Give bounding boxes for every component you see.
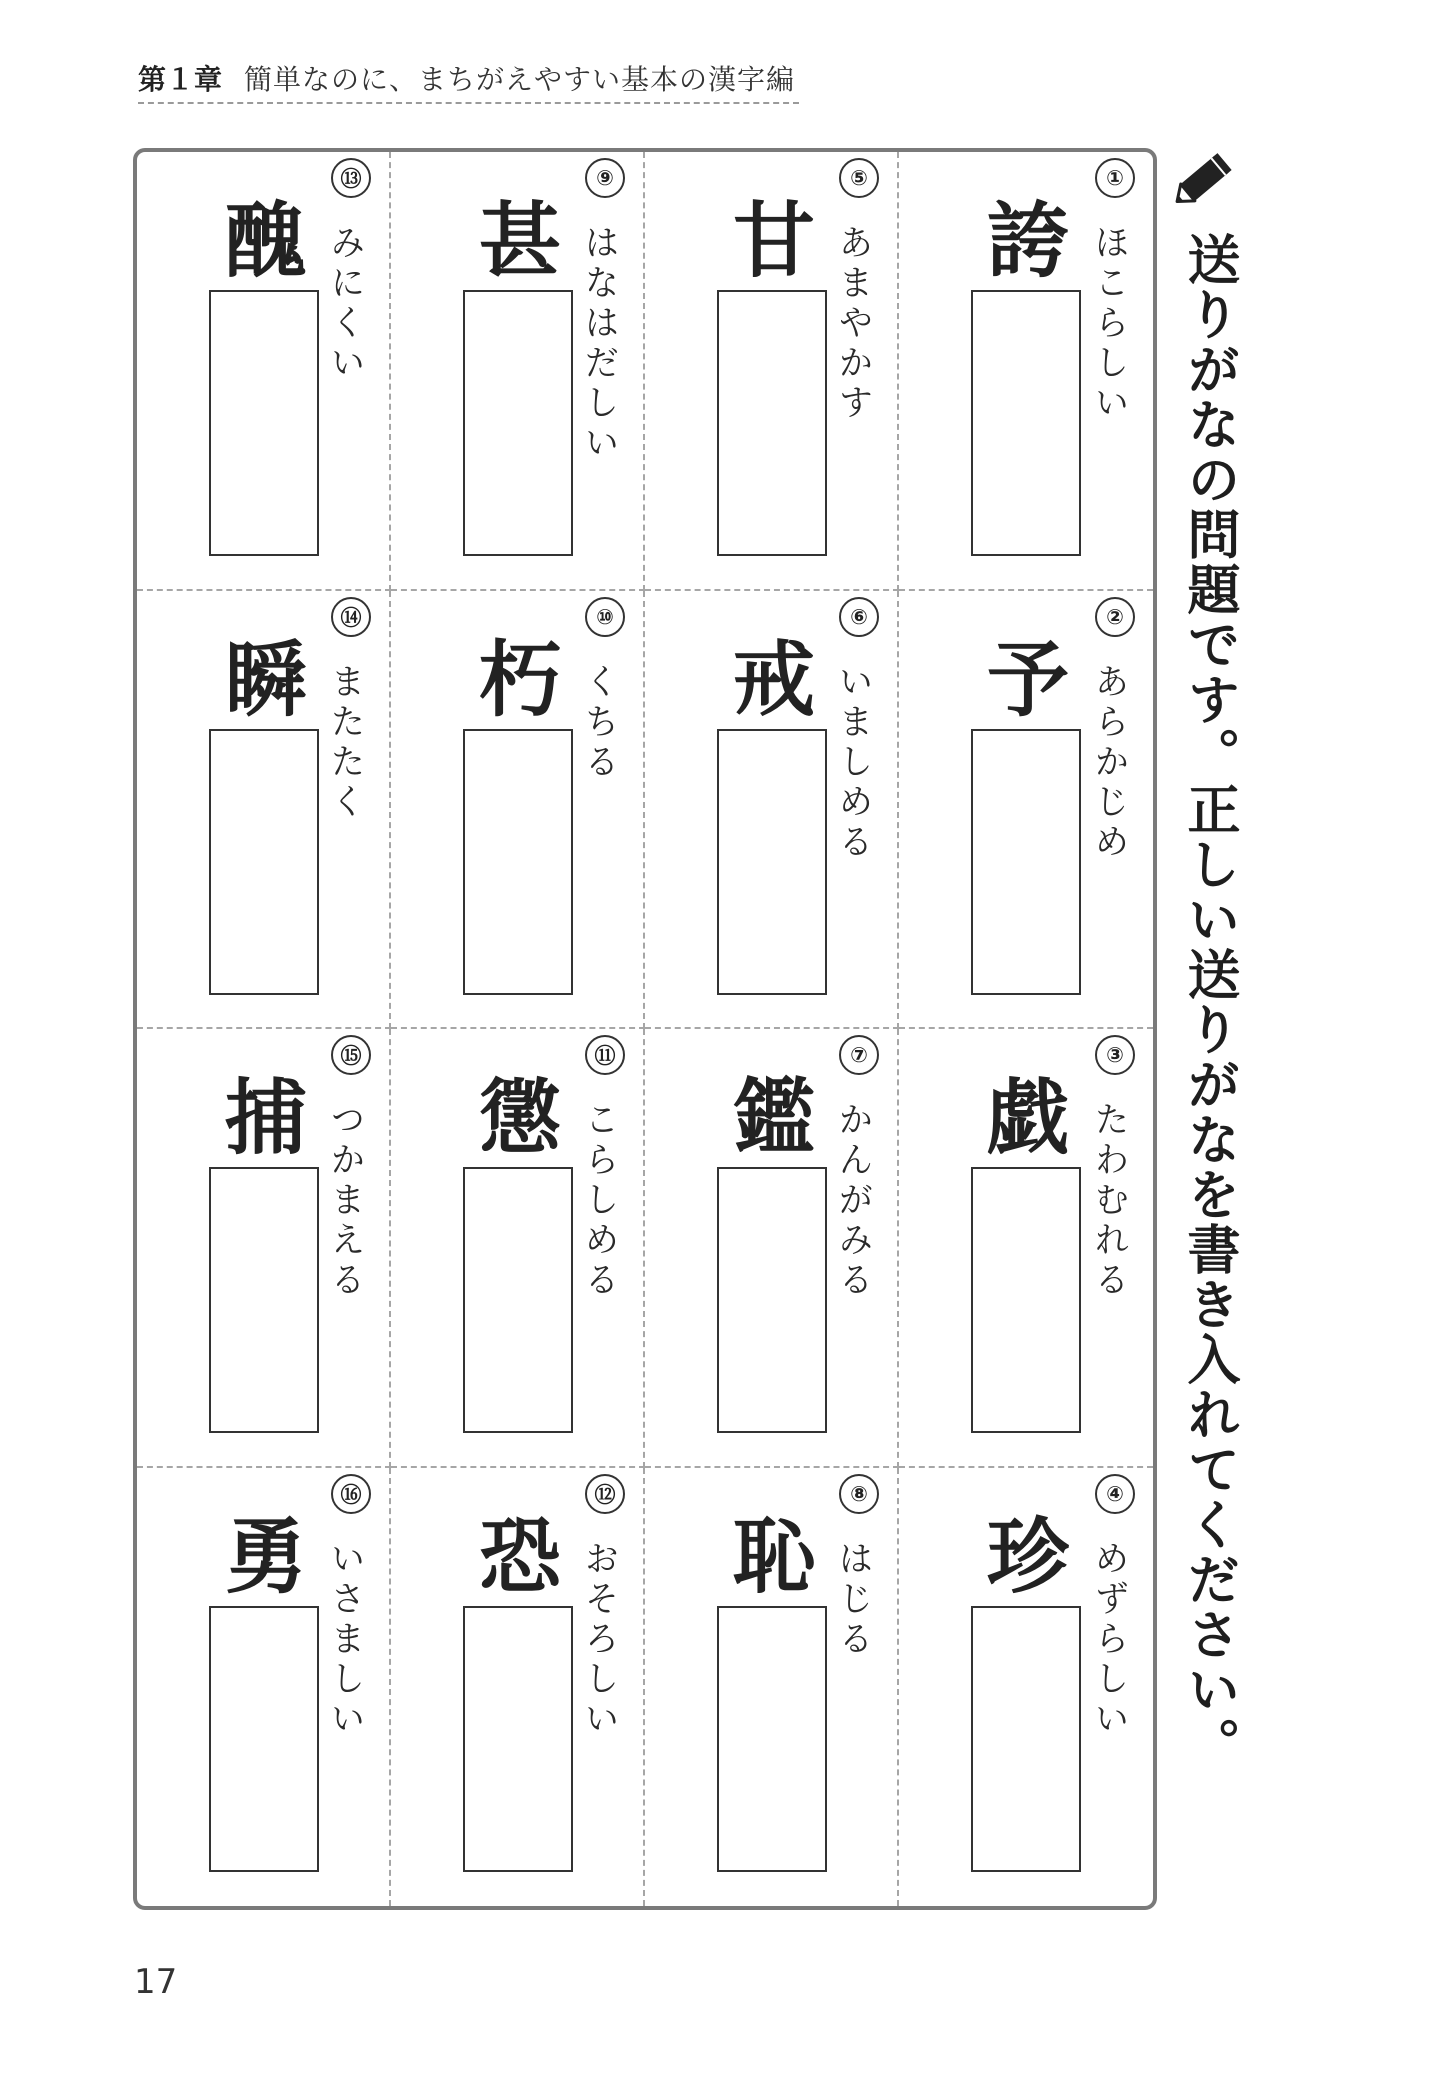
exercise-cell-6 bbox=[645, 591, 899, 1030]
reading-text: あらかじめ bbox=[1089, 662, 1129, 863]
kanji-character: 瞬 bbox=[224, 632, 307, 728]
answer-box[interactable] bbox=[971, 1606, 1081, 1872]
answer-box[interactable] bbox=[971, 1167, 1081, 1433]
reading-text: あまやかす bbox=[833, 224, 873, 424]
exercise-cell-12 bbox=[391, 1468, 645, 1907]
reading-text: はなはだしい bbox=[579, 224, 619, 464]
exercise-cell-16 bbox=[137, 1468, 391, 1907]
exercise-grid bbox=[133, 148, 1157, 1910]
instruction-text: 送りがなの問題です。正しい送りがなを書き入れてください。 bbox=[1179, 232, 1240, 1772]
answer-box[interactable] bbox=[463, 729, 573, 995]
reading-text: おそろしい bbox=[579, 1539, 619, 1740]
exercise-cell-13 bbox=[137, 152, 391, 591]
page-header bbox=[138, 56, 799, 104]
page-number: 17 bbox=[134, 1962, 178, 2002]
answer-box[interactable] bbox=[463, 290, 573, 556]
exercise-cell-4 bbox=[899, 1468, 1153, 1907]
answer-box[interactable] bbox=[717, 1606, 827, 1872]
item-number: ⑮ bbox=[331, 1035, 371, 1075]
item-number: ⑨ bbox=[585, 158, 625, 198]
item-number: ① bbox=[1095, 158, 1135, 198]
answer-box[interactable] bbox=[463, 1606, 573, 1872]
reading-text: たわむれる bbox=[1089, 1101, 1129, 1301]
kanji-character: 朽 bbox=[478, 632, 561, 728]
exercise-cell-2 bbox=[899, 591, 1153, 1030]
kanji-character: 戯 bbox=[986, 1071, 1069, 1166]
exercise-cell-7 bbox=[645, 1029, 899, 1468]
reading-text: はじる bbox=[833, 1539, 873, 1660]
kanji-character: 醜 bbox=[224, 194, 307, 289]
exercise-cell-5 bbox=[645, 152, 899, 591]
item-number: ③ bbox=[1095, 1035, 1135, 1075]
kanji-character: 勇 bbox=[224, 1509, 307, 1605]
answer-box[interactable] bbox=[209, 1167, 319, 1433]
kanji-character: 戒 bbox=[732, 632, 815, 728]
item-number: ② bbox=[1095, 597, 1135, 637]
kanji-character: 誇 bbox=[986, 194, 1069, 289]
reading-text: こらしめる bbox=[579, 1101, 619, 1301]
answer-box[interactable] bbox=[717, 1167, 827, 1433]
item-number: ⑪ bbox=[585, 1035, 625, 1075]
kanji-character: 甚 bbox=[478, 194, 561, 289]
reading-text: いましめる bbox=[833, 662, 873, 863]
answer-box[interactable] bbox=[717, 290, 827, 556]
answer-box[interactable] bbox=[209, 1606, 319, 1872]
answer-box[interactable] bbox=[209, 729, 319, 995]
kanji-character: 珍 bbox=[986, 1509, 1069, 1605]
reading-text: みにくい bbox=[325, 224, 365, 384]
kanji-character: 甘 bbox=[732, 194, 815, 289]
reading-text: くちる bbox=[579, 662, 619, 783]
chapter-title: 簡単なのに、まちがえやすい基本の漢字編 bbox=[244, 63, 796, 96]
kanji-character: 恥 bbox=[732, 1509, 815, 1605]
reading-text: またたく bbox=[325, 662, 365, 823]
reading-text: かんがみる bbox=[833, 1101, 873, 1301]
exercise-cell-3 bbox=[899, 1029, 1153, 1468]
kanji-character: 鑑 bbox=[732, 1071, 815, 1166]
item-number: ④ bbox=[1095, 1474, 1135, 1514]
answer-box[interactable] bbox=[971, 290, 1081, 556]
exercise-cell-11 bbox=[391, 1029, 645, 1468]
exercise-cell-10 bbox=[391, 591, 645, 1030]
item-number: ⑦ bbox=[839, 1035, 879, 1075]
answer-box[interactable] bbox=[463, 1167, 573, 1433]
chapter-label: 第１章 bbox=[138, 63, 223, 96]
kanji-character: 捕 bbox=[224, 1071, 307, 1166]
item-number: ⑤ bbox=[839, 158, 879, 198]
item-number: ⑫ bbox=[585, 1474, 625, 1514]
kanji-character: 恐 bbox=[478, 1509, 561, 1605]
item-number: ⑯ bbox=[331, 1474, 371, 1514]
exercise-cell-14 bbox=[137, 591, 391, 1030]
exercise-cell-15 bbox=[137, 1029, 391, 1468]
answer-box[interactable] bbox=[717, 729, 827, 995]
pencil-icon bbox=[1168, 148, 1238, 214]
reading-text: ほこらしい bbox=[1089, 224, 1129, 424]
exercise-cell-1 bbox=[899, 152, 1153, 591]
exercise-cell-9 bbox=[391, 152, 645, 591]
item-number: ⑭ bbox=[331, 597, 371, 637]
answer-box[interactable] bbox=[209, 290, 319, 556]
answer-box[interactable] bbox=[971, 729, 1081, 995]
instruction-panel bbox=[1168, 140, 1252, 1880]
item-number: ⑬ bbox=[331, 158, 371, 198]
kanji-character: 懲 bbox=[478, 1071, 561, 1166]
exercise-cell-8 bbox=[645, 1468, 899, 1907]
kanji-character: 予 bbox=[986, 632, 1069, 728]
item-number: ⑧ bbox=[839, 1474, 879, 1514]
item-number: ⑩ bbox=[585, 597, 625, 637]
item-number: ⑥ bbox=[839, 597, 879, 637]
reading-text: いさましい bbox=[325, 1539, 365, 1740]
reading-text: めずらしい bbox=[1089, 1539, 1129, 1740]
reading-text: つかまえる bbox=[325, 1101, 365, 1301]
